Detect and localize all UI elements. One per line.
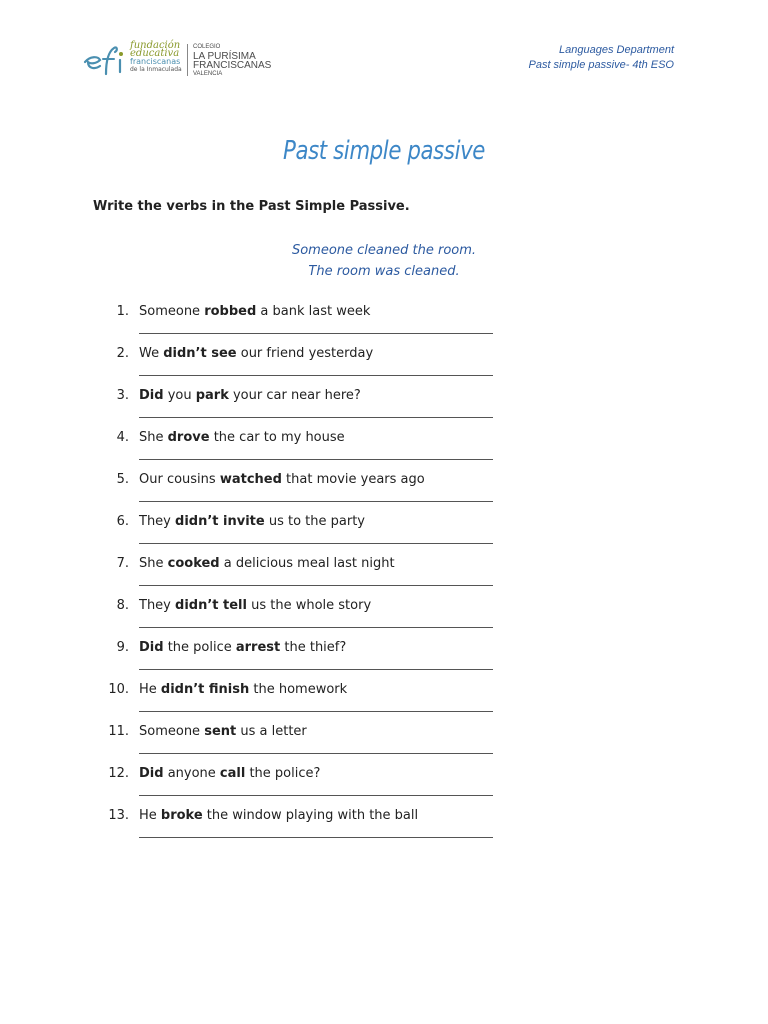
exercise-number: 8.: [116, 598, 129, 613]
verb-bold: Did: [139, 388, 164, 403]
verb-bold: cooked: [167, 556, 220, 571]
exercise-item: [107, 345, 527, 387]
sentence-text: Someone: [139, 304, 205, 319]
exercise-item: [107, 765, 527, 807]
college-line-3: FRANCISCANAS: [193, 60, 272, 71]
exercise-number: 2.: [116, 346, 129, 361]
college-line-1: COLEGIO: [193, 44, 221, 50]
page-header-info: [528, 43, 674, 73]
verb-bold: Did: [139, 640, 164, 655]
sentence-text: We: [139, 346, 164, 361]
verb-bold: Did: [139, 766, 164, 781]
exercise-list: [107, 303, 527, 849]
answer-line[interactable]: [139, 627, 493, 628]
answer-line[interactable]: [139, 795, 493, 796]
verb-bold: robbed: [204, 304, 257, 319]
sentence-text: us the whole story: [246, 598, 372, 613]
exercise-number: 9.: [116, 640, 129, 655]
answer-line[interactable]: [139, 501, 493, 502]
verb-bold: didn’t see: [163, 346, 237, 361]
verb-bold: didn’t invite: [175, 514, 265, 529]
verb-bold: sent: [204, 724, 237, 739]
exercise-sentence: [139, 555, 395, 572]
sentence-text: the police?: [245, 766, 321, 781]
exercise-sentence: [139, 765, 320, 782]
subject-label: Past simple passive- 4th ESO: [528, 59, 674, 71]
foundation-line-4: de la Inmaculada: [130, 66, 182, 73]
sentence-text: Our cousins: [139, 472, 220, 487]
sentence-text: us to the party: [264, 514, 365, 529]
exercise-item: [107, 555, 527, 597]
sentence-text: a bank last week: [256, 304, 371, 319]
exercise-item: [107, 513, 527, 555]
example-block: [0, 240, 768, 282]
answer-line[interactable]: [139, 753, 493, 754]
example-passive: The room was cleaned.: [308, 264, 460, 279]
foundation-name: [130, 42, 182, 74]
school-logo: [82, 40, 282, 82]
verb-bold: arrest: [235, 640, 281, 655]
sentence-text: a delicious meal last night: [219, 556, 395, 571]
exercise-sentence: [139, 429, 345, 446]
sentence-text: They: [139, 598, 176, 613]
exercise-sentence: [139, 303, 370, 320]
exercise-sentence: [139, 513, 365, 530]
sentence-text: the window playing with the ball: [202, 808, 419, 823]
exercise-item: [107, 639, 527, 681]
verb-bold: park: [195, 388, 229, 403]
exercise-sentence: [139, 471, 425, 488]
exercise-number: 11.: [108, 724, 129, 739]
answer-line[interactable]: [139, 333, 493, 334]
answer-line[interactable]: [139, 417, 493, 418]
sentence-text: our friend yesterday: [236, 346, 374, 361]
instructions: Write the verbs in the Past Simple Passive.: [93, 199, 410, 214]
exercise-sentence: [139, 723, 307, 740]
page-title: Past simple passive: [282, 136, 486, 166]
exercise-number: 6.: [116, 514, 129, 529]
verb-bold: didn’t tell: [175, 598, 247, 613]
exercise-sentence: [139, 681, 347, 698]
answer-line[interactable]: [139, 669, 493, 670]
exercise-sentence: [139, 387, 361, 404]
exercise-item: [107, 807, 527, 849]
verb-bold: drove: [167, 430, 210, 445]
verb-bold: broke: [160, 808, 203, 823]
exercise-sentence: [139, 639, 346, 656]
sentence-text: the car to my house: [209, 430, 345, 445]
exercise-number: 13.: [108, 808, 129, 823]
college-line-4: VALENCIA: [193, 71, 223, 77]
exercise-item: [107, 723, 527, 765]
sentence-text: She: [139, 556, 168, 571]
answer-line[interactable]: [139, 585, 493, 586]
exercise-item: [107, 429, 527, 471]
department-label: Languages Department: [559, 44, 674, 56]
sentence-text: anyone: [163, 766, 220, 781]
exercise-number: 5.: [116, 472, 129, 487]
exercise-item: [107, 303, 527, 345]
exercise-number: 7.: [116, 556, 129, 571]
logo-divider: [187, 44, 188, 76]
sentence-text: the police: [163, 640, 236, 655]
answer-line[interactable]: [139, 543, 493, 544]
exercise-item: [107, 387, 527, 429]
efi-logo-icon: [82, 40, 128, 80]
exercise-number: 12.: [108, 766, 129, 781]
sentence-text: He: [139, 682, 161, 697]
foundation-line-1: fundación: [130, 40, 181, 51]
sentence-text: that movie years ago: [281, 472, 425, 487]
exercise-number: 10.: [108, 682, 129, 697]
answer-line[interactable]: [139, 459, 493, 460]
sentence-text: She: [139, 430, 168, 445]
sentence-text: He: [139, 808, 161, 823]
exercise-number: 4.: [116, 430, 129, 445]
college-line-2: LA PURÍSIMA: [193, 51, 256, 62]
exercise-number: 3.: [116, 388, 129, 403]
sentence-text: the thief?: [280, 640, 347, 655]
college-name: [193, 43, 271, 79]
sentence-text: you: [163, 388, 196, 403]
sentence-text: your car near here?: [228, 388, 361, 403]
foundation-line-3: franciscanas: [130, 57, 181, 66]
exercise-number: 1.: [116, 304, 129, 319]
exercise-sentence: [139, 807, 418, 824]
exercise-sentence: [139, 345, 373, 362]
answer-line[interactable]: [139, 711, 493, 712]
answer-line[interactable]: [139, 837, 493, 838]
exercise-item: [107, 597, 527, 639]
verb-bold: watched: [219, 472, 282, 487]
foundation-line-2: educativa: [130, 48, 180, 59]
sentence-text: They: [139, 514, 176, 529]
exercise-item: [107, 681, 527, 723]
answer-line[interactable]: [139, 375, 493, 376]
exercise-sentence: [139, 597, 371, 614]
verb-bold: call: [219, 766, 246, 781]
sentence-text: the homework: [249, 682, 348, 697]
exercise-item: [107, 471, 527, 513]
verb-bold: didn’t finish: [160, 682, 250, 697]
sentence-text: Someone: [139, 724, 205, 739]
sentence-text: us a letter: [236, 724, 307, 739]
example-active: Someone cleaned the room.: [291, 243, 477, 258]
